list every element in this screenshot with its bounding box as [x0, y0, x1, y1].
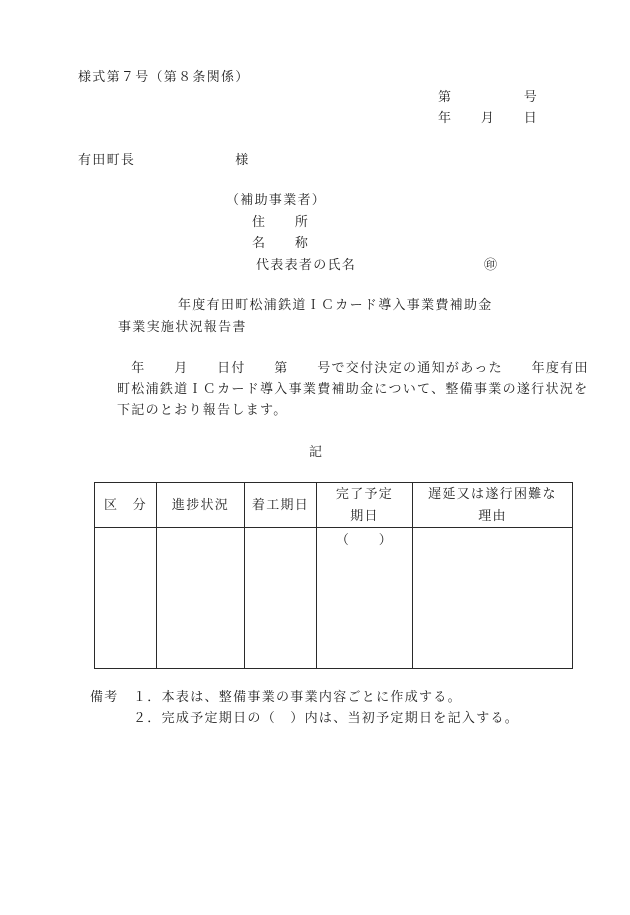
- seal-mark: ㊞: [484, 257, 499, 272]
- cell-progress: [157, 528, 245, 669]
- header-category-label: 区 分: [104, 497, 147, 512]
- applicant-address-label: 住 所: [252, 214, 310, 229]
- applicant-name-label: 名 称: [252, 235, 310, 250]
- note-item: １．本表は、整備事業の事業内容ごとに作成する。: [133, 689, 462, 704]
- header-progress-label: 進捗状況: [171, 497, 230, 512]
- progress-report-table: [94, 482, 573, 669]
- applicant-heading: （補助事業者）: [226, 192, 327, 207]
- document-title-line2: 事業実施状況報告書: [118, 319, 247, 334]
- header-completion-date-line1: 完了予定: [335, 486, 394, 501]
- cell-category: [95, 528, 157, 669]
- notes-label: 備考: [90, 689, 119, 704]
- note-item: ２．完成予定期日の（ ）内は、当初予定期日を記入する。: [133, 710, 520, 725]
- header-delay-reason-line1: 遅延又は遂行困難な: [428, 486, 557, 501]
- ki-heading: 記: [309, 444, 324, 459]
- cell-delay-reason: [413, 528, 573, 669]
- header-delay-reason: [413, 483, 573, 528]
- header-start-date-label: 着工期日: [251, 497, 310, 512]
- header-category: [95, 483, 157, 528]
- form-number: 様式第７号（第８条関係）: [78, 69, 250, 84]
- header-progress: [157, 483, 245, 528]
- document-date: 年 月 日: [438, 110, 539, 125]
- header-start-date: [245, 483, 317, 528]
- body-line: 下記のとおり報告します。: [117, 402, 288, 417]
- body-line: 年 月 日付 第 号で交付決定の通知があった 年度有田: [117, 360, 589, 375]
- addressee: 有田町長 様: [78, 152, 250, 167]
- table-header-row: [95, 483, 573, 528]
- document-title-line1: 年度有田町松浦鉄道ＩＣカード導入事業費補助金: [178, 297, 493, 312]
- body-line: 町松浦鉄道ＩＣカード導入事業費補助金について、整備事業の遂行状況を: [117, 381, 589, 396]
- representative-name-label: 代表表者の氏名: [256, 257, 357, 272]
- header-completion-date: [317, 483, 413, 528]
- cell-completion-date: （ ）: [317, 528, 413, 669]
- document-number: 第 号: [438, 89, 539, 104]
- header-delay-reason-line2: 理由: [478, 508, 507, 523]
- table-row: [95, 528, 573, 669]
- header-completion-date-line2: 期日: [350, 508, 379, 523]
- cell-start-date: [245, 528, 317, 669]
